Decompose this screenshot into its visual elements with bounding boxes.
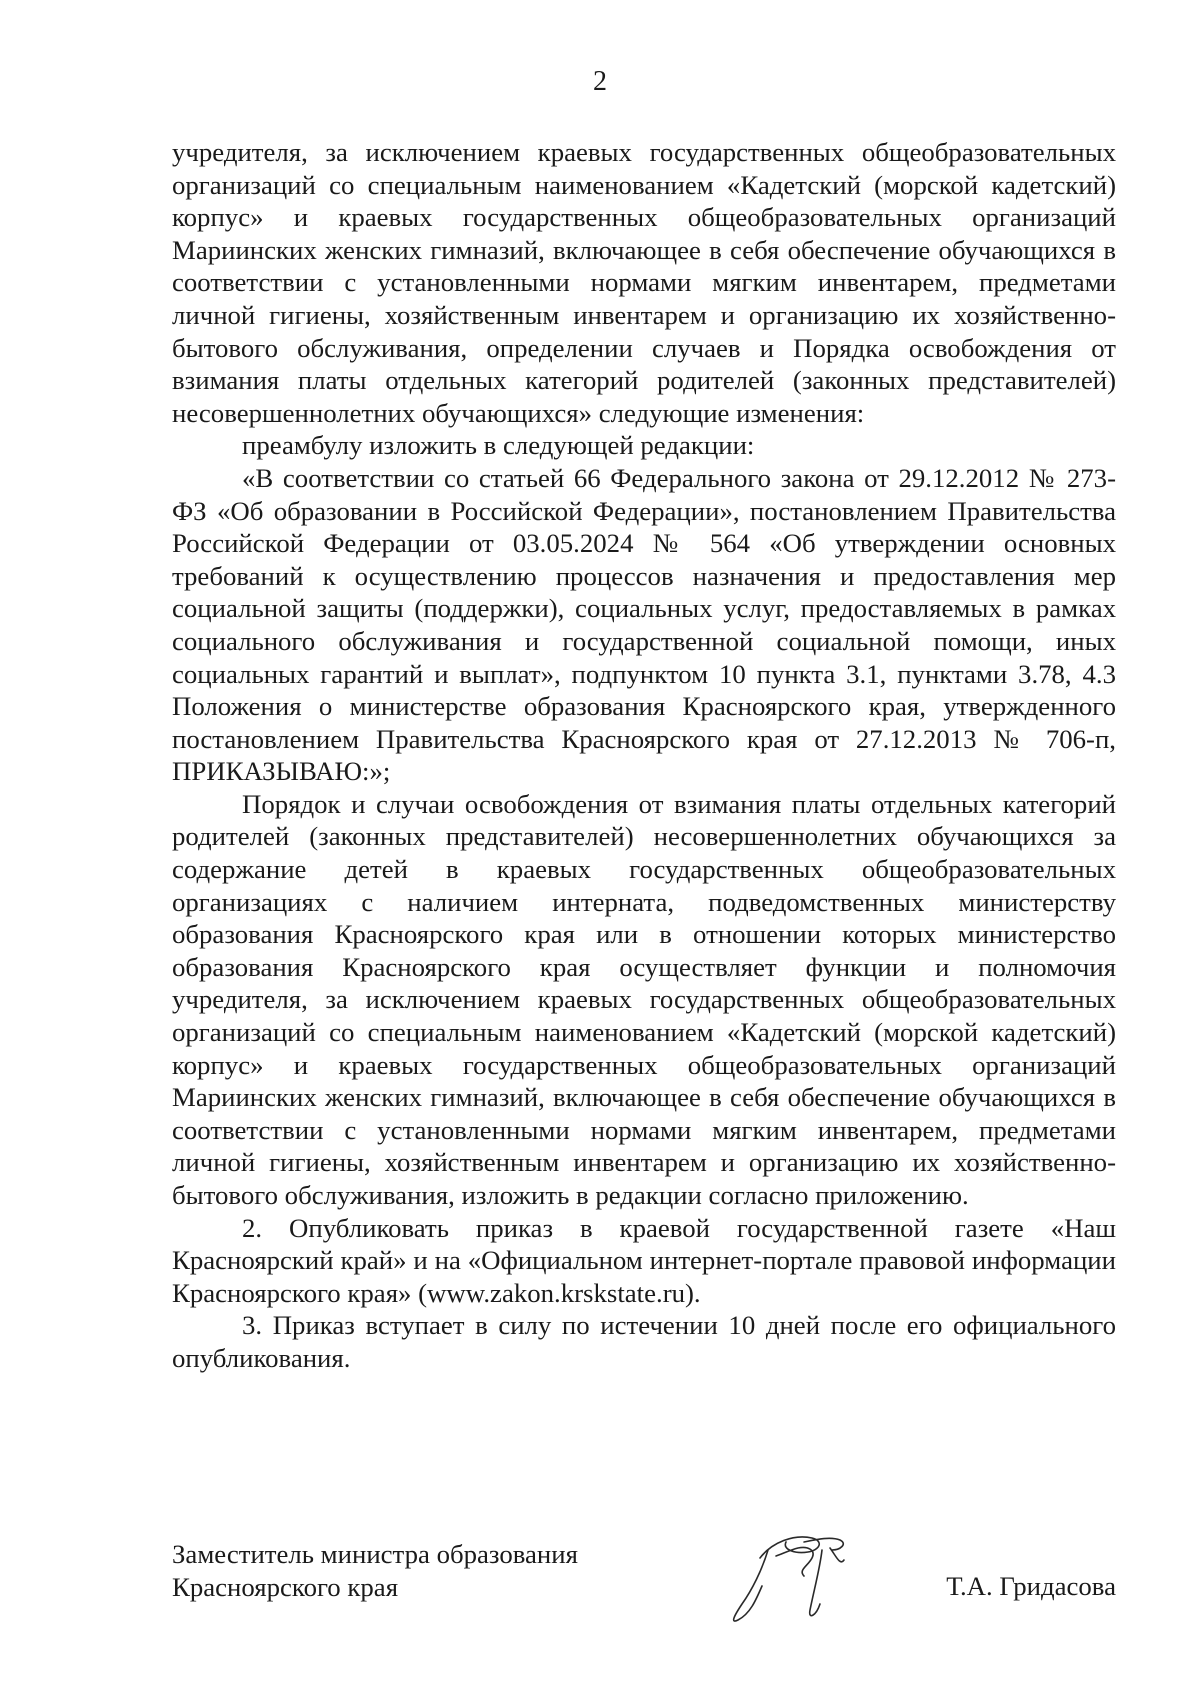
paragraph-preamble-text: «В соответствии со статьей 66 Федерального закона от 29.12.2012 № 273-ФЗ «Об образовании в Российской Федерации», постановлением Правительства Российской Федерации от 03.05.2024 № 564 «Об утверждении основных требований к осуществлению процессов назначения и предоставления мер социальной защиты (поддержки), социальных услуг, предоставляемых в рамках социального обслуживания и государственной социальной помощи, иных социальных гарантий и выплат», подпунктом 10 пункта 3.1, пунктами 3.78, 4.3 Положения о министерстве образования Красноярского края, утвержденного постановлением Правительства Красноярского края от 27.12.2013 № 706-п, ПРИКАЗЫВАЮ:»; — [172, 462, 1116, 787]
paragraph-preamble-instruction: преамбулу изложить в следующей редакции: — [242, 430, 755, 461]
document-body — [172, 136, 1116, 1375]
paragraph-procedure: Порядок и случаи освобождения от взимания платы отдельных категорий родителей (законных представителей) несовершеннолетних обучающихся за содержание детей в краевых государственных общеобразовательных организациях с наличием интерната, подведомственных министерству образования Красноярского края или в отношении которых министерство образования Красноярского края осуществляет функции и полномочия учредителя, за исключением краевых государственных общеобразовательных организаций со специальным наименованием «Кадетский (морской кадетский) корпус» и краевых государственных общеобразовательных организаций Мариинских женских гимназий, включающее в себя обеспечение обучающихся в соответствии с установленными нормами мягким инвентарем, предметами личной гигиены, хозяйственным инвентарем и организацию их хозяйственно-бытового обслуживания, изложить в редакции согласно приложению. — [172, 788, 1116, 1210]
signatory-position — [172, 1538, 578, 1603]
handwritten-signature — [712, 1520, 872, 1630]
page-number: 2 — [593, 66, 607, 97]
paragraph-continuation: учредителя, за исключением краевых государственных общеобразовательных организаций со специальным наименованием «Кадетский (морской кадетский) корпус» и краевых государственных общеобразовательных организаций Мариинских женских гимназий, включающее в себя обеспечение обучающихся в соответствии с установленными нормами мягким инвентарем, предметами личной гигиены, хозяйственным инвентарем и организацию их хозяйственно-бытового обслуживания, определении случаев и Порядка освобождения от взимания платы отдельных категорий родителей (законных представителей) несовершеннолетних обучающихся» следующие изменения: — [172, 137, 1116, 428]
signature-block — [172, 1538, 1116, 1618]
signatory-position-line-1: Заместитель министра образования — [172, 1539, 578, 1569]
paragraph-item-2: 2. Опубликовать приказ в краевой государственной газете «Наш Красноярский край» и на «Официальном интернет-портале правовой информации Красноярского края» (www.zakon.krskstate.ru). — [172, 1212, 1116, 1308]
signatory-position-line-2: Красноярского края — [172, 1571, 399, 1602]
paragraph-item-3: 3. Приказ вступает в силу по истечении 10 дней после его официального опубликования. — [172, 1310, 1116, 1373]
signatory-name: Т.А. Гридасова — [946, 1571, 1116, 1601]
